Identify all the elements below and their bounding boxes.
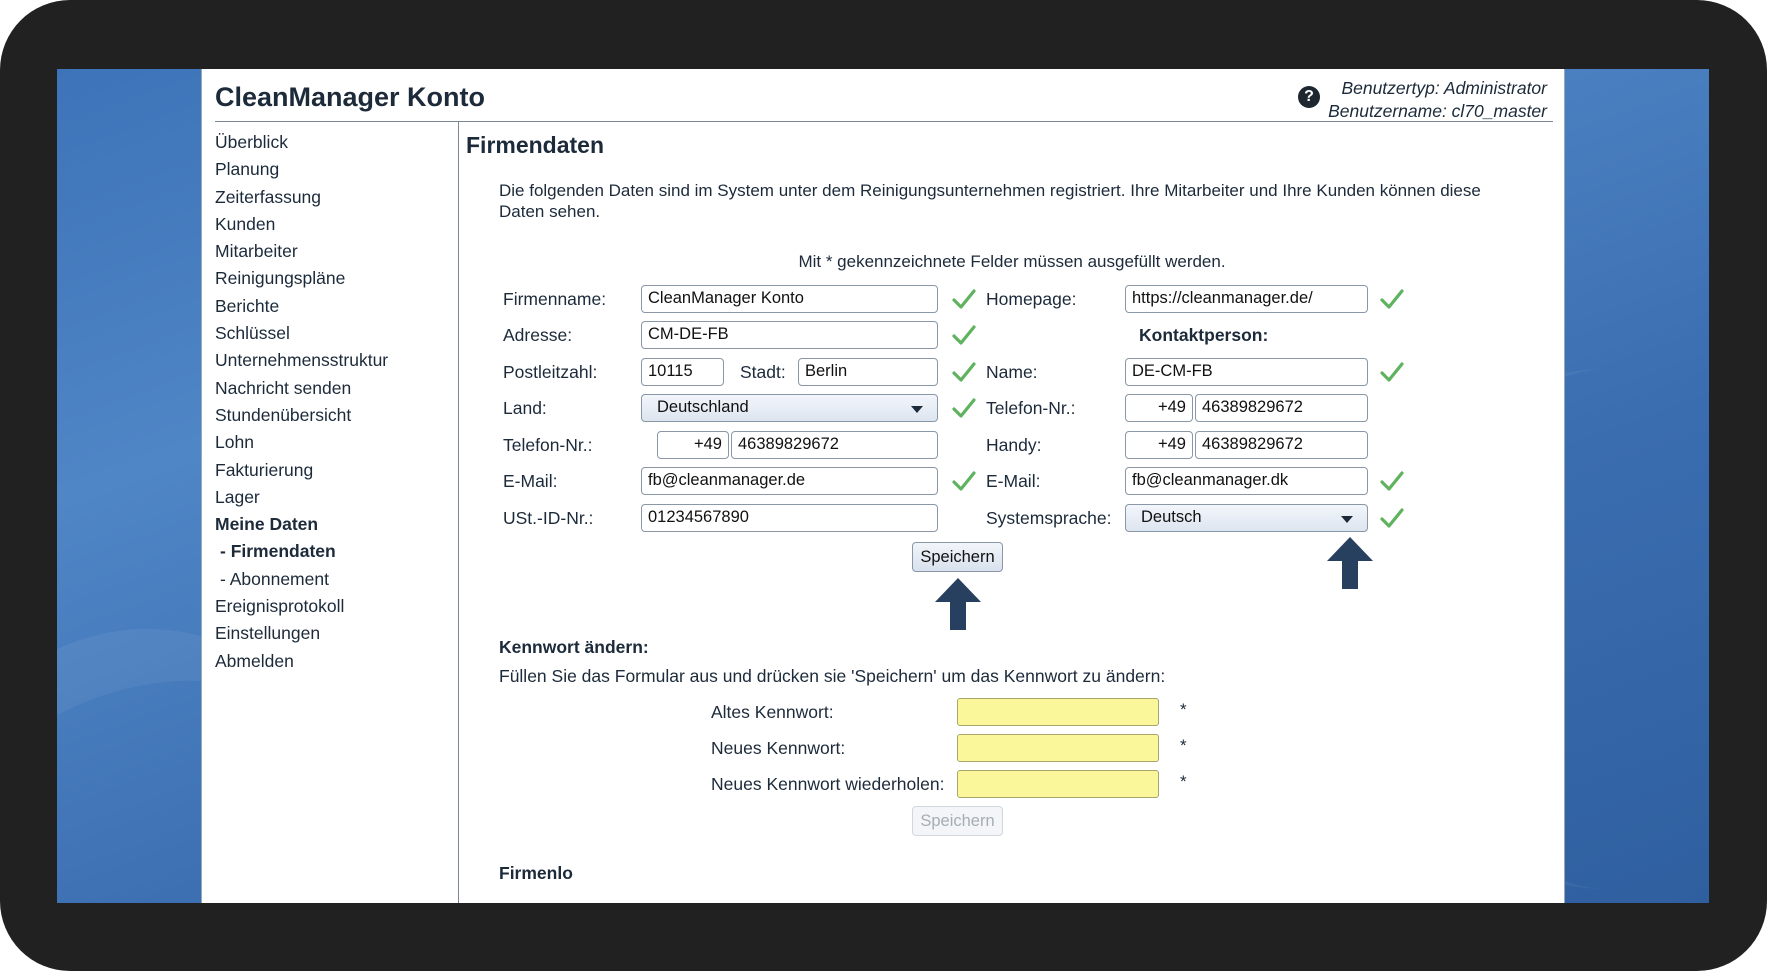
country-label: Land:	[503, 398, 547, 418]
country-select[interactable]	[641, 394, 938, 422]
arrow-up-icon	[933, 576, 983, 632]
mobile-label: Handy:	[986, 435, 1042, 455]
required-star: *	[1180, 772, 1187, 791]
checkmark-icon	[1379, 468, 1405, 494]
new-password-input[interactable]	[957, 734, 1159, 762]
sidebar-item-firmendaten[interactable]: - Firmendaten	[220, 541, 336, 562]
sidebar-item-lager[interactable]: Lager	[215, 486, 260, 507]
sidebar-item-lohn[interactable]: Lohn	[215, 432, 254, 453]
language-label: Systemsprache:	[986, 508, 1112, 528]
new-password-label: Neues Kennwort:	[711, 738, 846, 758]
required-star: *	[1180, 700, 1187, 719]
checkmark-icon	[1379, 359, 1405, 385]
sidebar-item-planung[interactable]: Planung	[215, 159, 280, 180]
desktop-background	[57, 69, 1709, 903]
app-title: CleanManager Konto	[215, 82, 486, 112]
logo-section-heading: Firmenlo	[499, 863, 573, 883]
sidebar-item-meine-daten[interactable]: Meine Daten	[215, 514, 319, 535]
save-password-button[interactable]: Speichern	[912, 806, 1003, 836]
user-name: Benutzername: cl70_master	[1328, 101, 1547, 121]
phone-prefix-input[interactable]: +49	[657, 431, 729, 459]
page-title: Firmendaten	[466, 132, 605, 158]
sidebar-nav	[215, 129, 453, 675]
checkmark-icon	[951, 286, 977, 312]
sidebar-item-abonnement[interactable]: - Abonnement	[220, 568, 329, 589]
required-star: *	[1180, 736, 1187, 755]
sidebar-item-abmelden[interactable]: Abmelden	[215, 650, 294, 671]
contact-name-input[interactable]: DE-CM-FB	[1125, 358, 1368, 386]
city-input[interactable]: Berlin	[798, 358, 938, 386]
checkmark-icon	[1379, 286, 1405, 312]
vat-label: USt.-ID-Nr.:	[503, 508, 594, 528]
chevron-down-icon	[911, 406, 923, 413]
sidebar-item-reinigungsplaene[interactable]: Reinigungspläne	[215, 268, 346, 289]
checkmark-icon	[1379, 505, 1405, 531]
contact-person-heading: Kontaktperson:	[1139, 325, 1269, 345]
main-content	[458, 122, 1564, 903]
homepage-label: Homepage:	[986, 289, 1077, 309]
old-password-label: Altes Kennwort:	[711, 702, 834, 722]
sidebar-item-einstellungen[interactable]: Einstellungen	[215, 623, 321, 644]
company-name-input[interactable]: CleanManager Konto	[641, 285, 938, 313]
checkmark-icon	[951, 322, 977, 348]
page-header	[215, 69, 1553, 122]
repeat-password-label: Neues Kennwort wiederholen:	[711, 774, 945, 794]
checkmark-icon	[951, 468, 977, 494]
sidebar-item-berichte[interactable]: Berichte	[215, 295, 280, 316]
language-select[interactable]	[1125, 504, 1368, 532]
sidebar-item-unternehmensstruktur[interactable]: Unternehmensstruktur	[215, 350, 389, 371]
sidebar-item-kunden[interactable]: Kunden	[215, 213, 276, 234]
user-type: Benutzertyp: Administrator	[1341, 78, 1547, 98]
email-input[interactable]: fb@cleanmanager.de	[641, 467, 938, 495]
sidebar-item-stundenuebersicht[interactable]: Stundenübersicht	[215, 404, 352, 425]
arrow-up-icon	[1325, 535, 1375, 591]
password-heading: Kennwort ändern:	[499, 637, 649, 657]
zip-input[interactable]: 10115	[641, 358, 724, 386]
sidebar-item-mitarbeiter[interactable]: Mitarbeiter	[215, 241, 298, 262]
save-company-button[interactable]: Speichern	[912, 542, 1003, 572]
contact-phone-prefix-input[interactable]: +49	[1125, 394, 1193, 422]
password-instructions: Füllen Sie das Formular aus und drücken sie 'Speichern' um das Kennwort zu ändern:	[499, 666, 1166, 686]
city-label: Stadt:	[740, 362, 786, 382]
sidebar-item-fakturierung[interactable]: Fakturierung	[215, 459, 314, 480]
repeat-password-input[interactable]	[957, 770, 1159, 798]
email-label: E-Mail:	[503, 471, 558, 491]
app-page	[201, 69, 1565, 903]
chevron-down-icon	[1341, 516, 1353, 523]
mobile-prefix-input[interactable]: +49	[1125, 431, 1193, 459]
mobile-input[interactable]: 46389829672	[1195, 431, 1368, 459]
sidebar-item-ereignisprotokoll[interactable]: Ereignisprotokoll	[215, 596, 345, 617]
phone-input[interactable]: 46389829672	[731, 431, 938, 459]
sidebar-item-schluessel[interactable]: Schlüssel	[215, 323, 290, 344]
phone-label: Telefon-Nr.:	[503, 435, 593, 455]
checkmark-icon	[951, 395, 977, 421]
old-password-input[interactable]	[957, 698, 1159, 726]
address-label: Adresse:	[503, 325, 573, 345]
vat-input[interactable]: 01234567890	[641, 504, 938, 532]
checkmark-icon	[951, 359, 977, 385]
contact-name-label: Name:	[986, 362, 1038, 382]
address-input[interactable]: CM-DE-FB	[641, 321, 938, 349]
sidebar-item-zeiterfassung[interactable]: Zeiterfassung	[215, 186, 322, 207]
intro-text: Die folgenden Daten sind im System unter dem Reinigungsunternehmen registriert. Ihre Mitarbeiter und Ihre Kunden können diese Daten sehen.	[499, 181, 1481, 221]
sidebar-item-ueberblick[interactable]: Überblick	[215, 132, 288, 152]
user-info	[1328, 77, 1547, 123]
homepage-input[interactable]: https://cleanmanager.de/	[1125, 285, 1368, 313]
company-name-label: Firmenname:	[503, 289, 607, 309]
language-select-value: Deutsch	[1141, 508, 1202, 526]
contact-phone-input[interactable]: 46389829672	[1195, 394, 1368, 422]
question-circle-icon[interactable]: ?	[1298, 86, 1320, 108]
contact-email-input[interactable]: fb@cleanmanager.dk	[1125, 467, 1368, 495]
sidebar-item-nachricht-senden[interactable]: Nachricht senden	[215, 377, 352, 398]
country-select-value: Deutschland	[657, 398, 749, 416]
zip-label: Postleitzahl:	[503, 362, 598, 382]
required-note: Mit * gekennzeichnete Felder müssen ausgefüllt werden.	[798, 252, 1226, 271]
contact-email-label: E-Mail:	[986, 471, 1041, 491]
contact-phone-label: Telefon-Nr.:	[986, 398, 1076, 418]
